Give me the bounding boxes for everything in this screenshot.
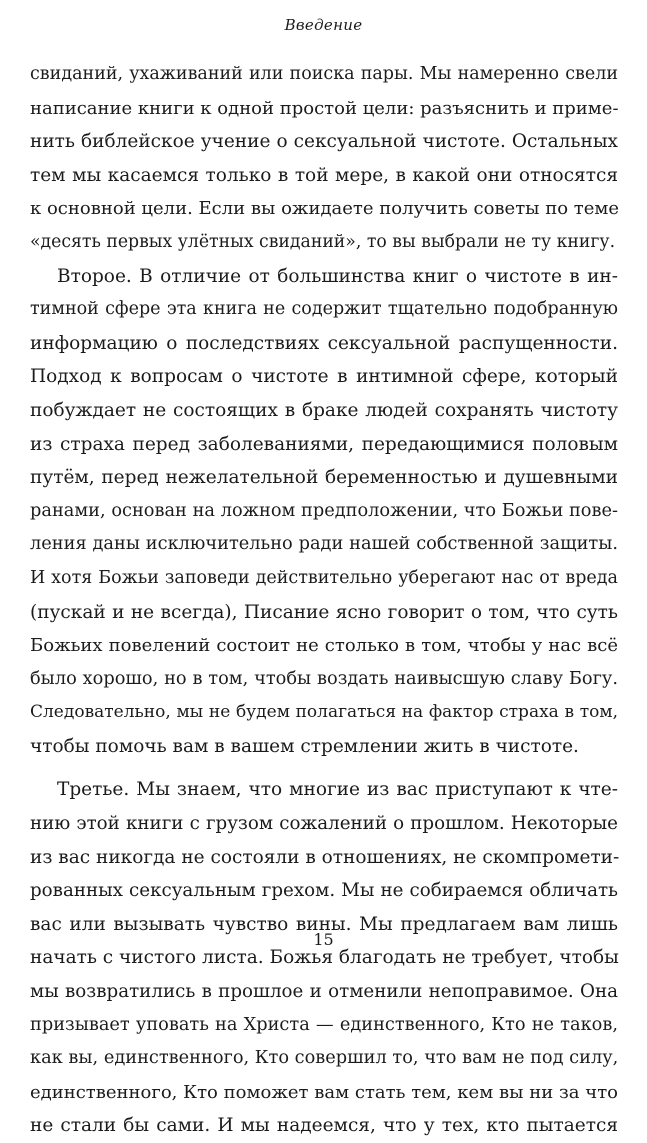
text-line: нию этой книги с грузом сожалений о прошлом. Некоторые bbox=[30, 813, 618, 835]
text-line: путём, перед нежелательной беременностью и душевными bbox=[30, 467, 618, 489]
text-line: начать с чистого листа. Божья благодать не требует, чтобы bbox=[30, 947, 619, 969]
text-line: из страха перед заболеваниями, передающимися половым bbox=[30, 433, 618, 455]
body-text bbox=[30, 58, 618, 1143]
text-line: мы возвратились в прошлое и отменили непоправимое. Она bbox=[30, 981, 618, 1003]
text-line: единственного, Кто поможет вам стать тем, кем вы ни за что bbox=[30, 1081, 618, 1103]
text-line: чтобы помочь вам в вашем стремлении жить в чистоте. bbox=[30, 735, 579, 757]
text-line: вас или вызывать чувство вины. Мы предлагаем вам лишь bbox=[30, 913, 618, 935]
text-line: было хорошо, но в том, чтобы воздать наивысшую славу Богу. bbox=[30, 668, 618, 689]
paragraph-spacer bbox=[30, 763, 618, 773]
text-line: как вы, единственного, Кто совершил то, что вам не под силу, bbox=[30, 1048, 619, 1069]
text-line: Божьих повелений состоит не столько в том, чтобы у нас всё bbox=[30, 635, 618, 657]
text-line: не стали бы сами. И мы надеемся, что у тех, кто пытается bbox=[30, 1115, 618, 1137]
text-line: написание книги к одной простой цели: разъяснить и приме- bbox=[30, 97, 619, 119]
text-line: побуждает не состоящих в браке людей сохранять чистоту bbox=[30, 399, 618, 421]
text-line: Третье. Мы знаем, что многие из вас приступают к чте- bbox=[57, 779, 618, 801]
text-line: Подход к вопросам о чистоте в интимной сфере, который bbox=[30, 366, 618, 388]
text-line: (пускай и не всегда), Писание ясно говорит о том, что суть bbox=[30, 601, 618, 623]
text-line: тем мы касаемся только в той мере, в какой они относятся bbox=[30, 164, 618, 186]
text-line: ранами, основан на ложном предположении, что Божьи повe- bbox=[30, 500, 618, 521]
text-line: Второе. В отличие от большинства книг о чистоте в ин- bbox=[57, 265, 618, 287]
text-line: из вас никогда не состояли в отношениях, не скомпромети- bbox=[30, 846, 620, 868]
text-line: «десять первых улётных свиданий», то вы выбрали не ту книгу. bbox=[30, 231, 616, 252]
text-line: ления даны исключительно ради нашей собственной защиты. bbox=[30, 534, 618, 555]
paragraph-1 bbox=[30, 58, 618, 260]
text-line: информацию о последствиях сексуальной распущенности. bbox=[30, 332, 618, 354]
running-header: Введение bbox=[284, 16, 363, 34]
text-line: нить библейское учение о сексуальной чистоте. Остальных bbox=[30, 131, 618, 153]
text-line: свиданий, ухаживаний или поиска пары. Мы намеренно свели bbox=[30, 64, 618, 84]
text-line: к основной цели. Если вы ожидаете получить советы по теме bbox=[30, 198, 620, 220]
text-line: И хотя Божьи заповеди действительно уберегают нас от вреда bbox=[30, 567, 618, 588]
paragraph-2 bbox=[30, 260, 618, 764]
text-line: призывает уповать на Христа — единственного, Кто не таков, bbox=[30, 1014, 618, 1035]
text-line: тимной сфере эта книга не содержит тщательно подобранную bbox=[30, 299, 618, 320]
page-number: 15 bbox=[313, 930, 334, 949]
text-line: рованных сексуальным грехом. Мы не собираемся обличать bbox=[30, 880, 618, 902]
text-line: Следовательно, мы не будем полагаться на фактор страха в том, bbox=[30, 702, 618, 723]
paragraph-3 bbox=[30, 773, 618, 1143]
